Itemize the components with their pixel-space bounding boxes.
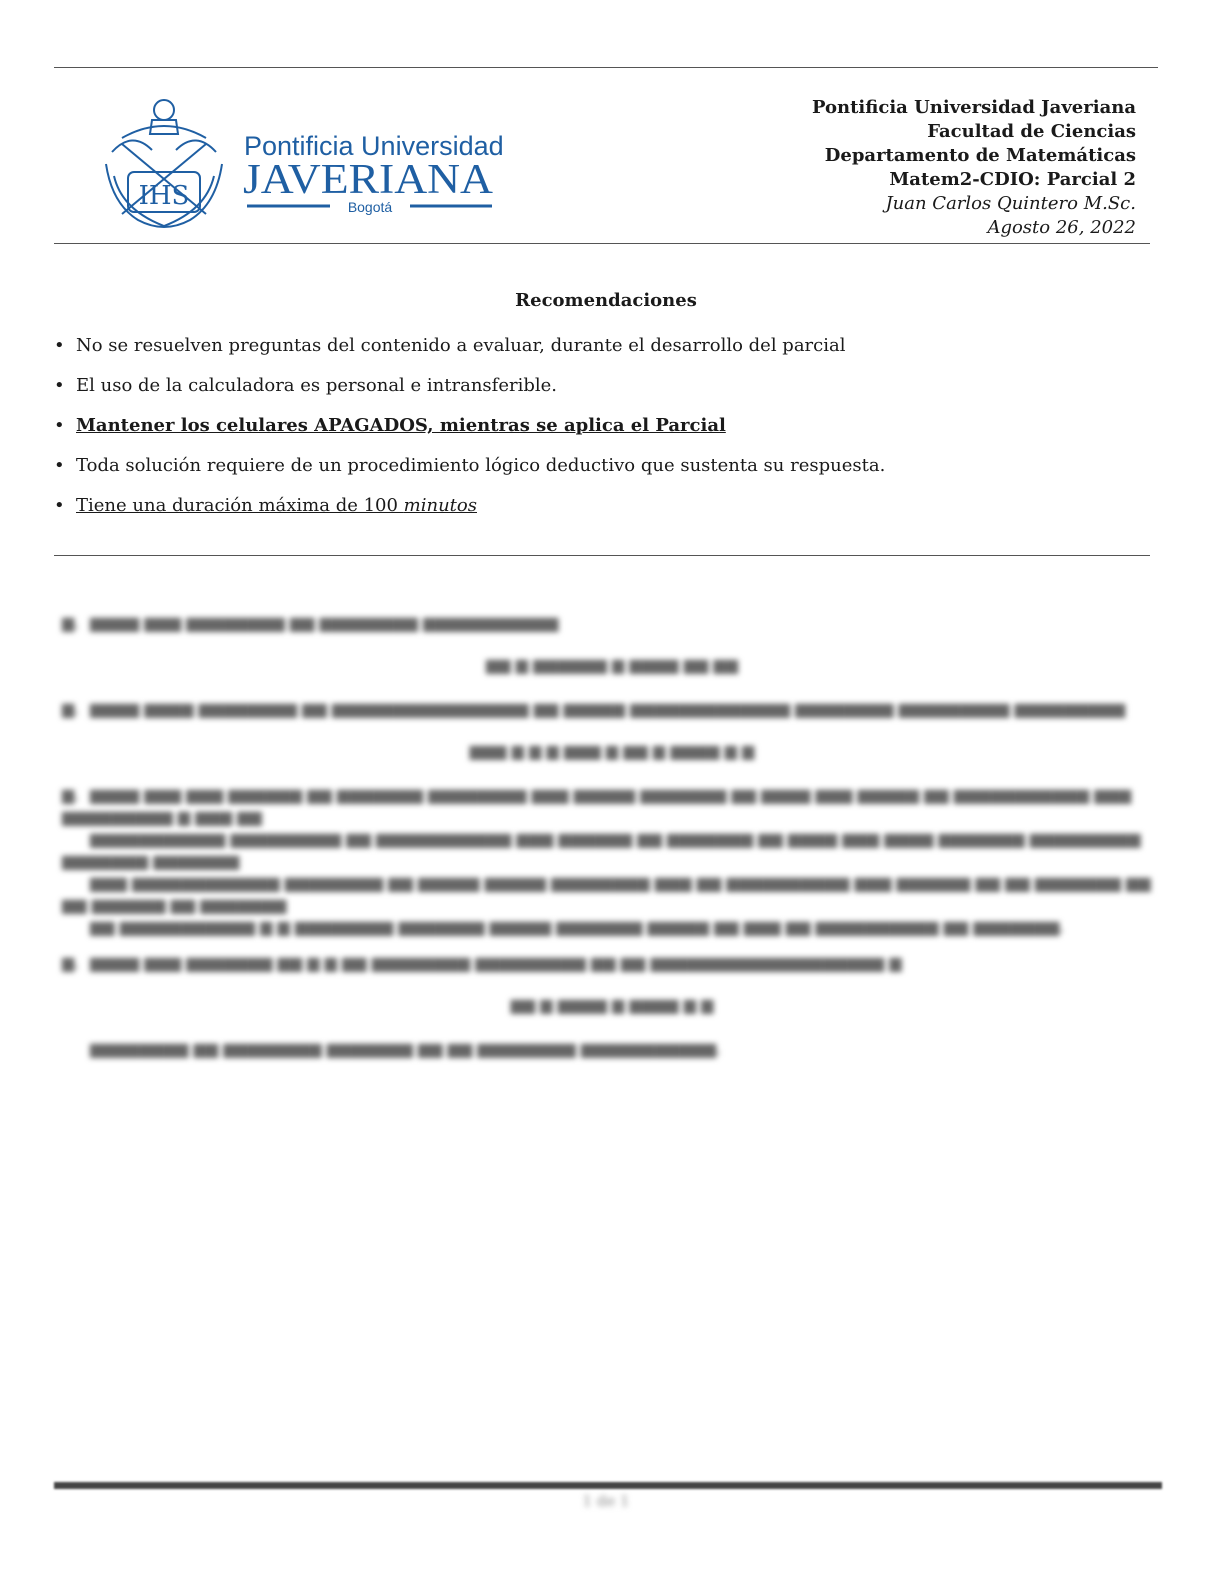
- blurred-equation: ▆▆ ▆ ▆▆▆▆ ▆ ▆▆▆▆ ▆ ▆: [510, 995, 714, 1014]
- list-item: [54, 334, 1164, 374]
- exam-date: Agosto 26, 2022: [987, 217, 1136, 238]
- faculty-name: Facultad de Ciencias: [927, 121, 1136, 142]
- institution-name: Pontificia Universidad Javeriana: [811, 97, 1136, 118]
- university-logo: [92, 94, 504, 238]
- logo-line1: Pontificia Universidad: [244, 131, 504, 161]
- blurred-question: ▆. ▆▆▆▆ ▆▆▆ ▆▆▆ ▆▆▆▆▆▆ ▆▆ ▆▆▆▆▆▆▆ ▆▆▆▆▆▆▆▆ ▆▆▆ ▆▆▆▆▆ ▆▆▆▆▆▆▆ ▆▆ ▆▆▆▆ ▆▆▆ ▆▆▆▆▆ ▆▆ ▆▆▆▆▆▆▆▆▆▆▆ ▆▆▆ ▆▆▆▆▆▆▆▆▆ ▆ ▆▆▆ ▆▆ ▆▆▆▆▆▆▆▆▆▆▆ ▆▆▆▆▆▆▆▆▆ ▆▆ ▆▆▆▆▆▆▆▆▆▆▆ ▆▆▆ ▆▆▆▆▆▆ ▆▆ ▆▆▆▆▆▆▆ ▆▆ ▆▆▆▆ ▆▆▆ ▆▆▆▆ ▆▆▆▆▆▆▆ ▆▆▆▆▆▆▆▆▆ ▆▆▆▆▆▆▆ ▆▆▆▆▆▆▆ ▆▆▆ ▆▆▆▆▆▆▆▆▆▆▆▆ ▆▆▆▆▆▆▆▆ ▆▆ ▆▆▆▆▆ ▆▆▆▆▆ ▆▆▆▆▆▆▆▆ ▆▆▆ ▆▆ ▆▆▆▆▆▆▆▆▆▆ ▆▆▆ ▆▆▆▆▆▆ ▆▆ ▆▆ ▆▆▆▆▆▆▆ ▆▆ ▆▆ ▆▆▆▆▆▆ ▆▆ ▆▆▆▆▆▆▆ ▆▆ ▆▆▆▆▆▆▆▆▆▆▆ ▆ ▆ ▆▆▆▆▆▆▆▆ ▆▆▆▆▆▆▆ ▆▆▆▆▆ ▆▆▆▆▆▆▆ ▆▆▆▆▆ ▆▆ ▆▆▆ ▆▆ ▆▆▆▆▆▆▆▆▆▆ ▆▆ ▆▆▆▆▆▆▆.: [62, 785, 1151, 936]
- department-name: Departamento de Matemáticas: [824, 145, 1136, 166]
- header-rule: [54, 243, 1150, 244]
- duration-text: Tiene una duración máxima de 100: [76, 495, 404, 516]
- list-item-text: Toda solución requiere de un procedimiento lógico deductivo que sustenta su respuesta.: [76, 455, 886, 476]
- list-item-text: Mantener los celulares APAGADOS, mientras se aplica el Parcial: [76, 415, 726, 436]
- blurred-question: ▆. ▆▆▆▆ ▆▆▆ ▆▆▆▆▆▆▆ ▆▆ ▆ ▆ ▆▆ ▆▆▆▆▆▆▆▆ ▆▆▆▆▆▆▆▆▆ ▆▆ ▆▆ ▆▆▆▆▆▆▆▆▆▆▆▆▆▆▆▆▆▆▆ ▆: [62, 953, 902, 972]
- list-item: [54, 454, 1164, 494]
- recommendations-title: Recomendaciones: [515, 290, 697, 311]
- blurred-equation: ▆▆▆ ▆ ▆ ▆ ▆▆▆ ▆ ▆▆ ▆ ▆▆▆▆ ▆ ▆: [469, 741, 755, 760]
- page-number: 1 de 1: [582, 1492, 630, 1510]
- crest-icon: [92, 94, 504, 238]
- logo-line2: JAVERIANA: [243, 157, 494, 203]
- blurred-question: ▆▆▆▆▆▆▆▆ ▆▆ ▆▆▆▆▆▆▆▆ ▆▆▆▆▆▆▆ ▆▆ ▆▆ ▆▆▆▆▆▆▆▆ ▆▆▆▆▆▆▆▆▆▆▆.: [90, 1039, 722, 1058]
- blurred-equation: ▆▆ ▆ ▆▆▆▆▆▆ ▆ ▆▆▆▆ ▆▆ ▆▆: [486, 655, 738, 674]
- list-item: [54, 494, 1164, 534]
- institution-block: [812, 96, 1136, 240]
- crest-monogram: IHS: [138, 181, 190, 211]
- author-name: Juan Carlos Quintero M.Sc.: [885, 193, 1136, 214]
- blurred-question: ▆. ▆▆▆▆ ▆▆▆▆ ▆▆▆▆▆▆▆▆ ▆▆ ▆▆▆▆▆▆▆▆▆▆▆▆▆▆▆▆ ▆▆ ▆▆▆▆▆ ▆▆▆▆▆▆▆▆▆▆▆▆▆ ▆▆▆▆▆▆▆▆ ▆▆▆▆▆▆▆▆▆ ▆▆▆▆▆▆▆▆▆: [62, 699, 1126, 718]
- duration-unit: minutos: [403, 495, 477, 516]
- list-item: [54, 414, 1164, 454]
- exam-title: Matem2-CDIO: Parcial 2: [889, 169, 1136, 190]
- logo-line3: Bogotá: [347, 199, 393, 215]
- list-item-text: No se resuelven preguntas del contenido a evaluar, durante el desarrollo del parcial: [76, 335, 846, 356]
- list-item-text: El uso de la calculadora es personal e intransferible.: [76, 375, 557, 396]
- list-item-text: [76, 495, 477, 516]
- blurred-questions: [62, 612, 1162, 1074]
- section-rule: [54, 555, 1150, 556]
- recommendations-list: [54, 334, 1164, 534]
- list-item: [54, 374, 1164, 414]
- blurred-question: ▆. ▆▆▆▆ ▆▆▆ ▆▆▆▆▆▆▆▆ ▆▆ ▆▆▆▆▆▆▆▆ ▆▆▆▆▆▆▆▆▆▆▆: [62, 613, 559, 632]
- top-rule: [54, 67, 1158, 68]
- footer-rule: [54, 1482, 1162, 1489]
